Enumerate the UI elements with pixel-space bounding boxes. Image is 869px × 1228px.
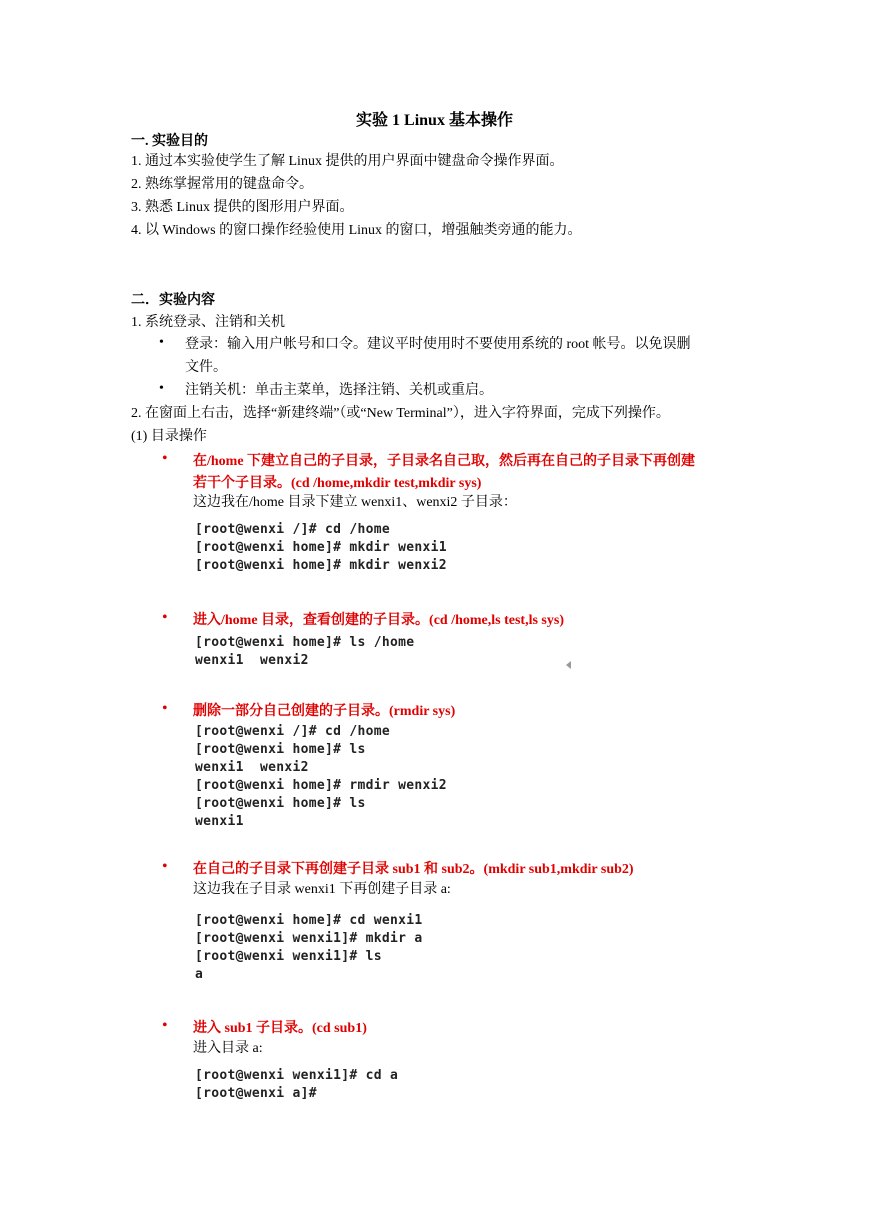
objective-item-3: 3. 熟悉 Linux 提供的图形用户界面。 bbox=[131, 200, 354, 215]
task3-terminal bbox=[195, 723, 447, 831]
terminal-line: [root@wenxi wenxi1]# ls bbox=[195, 949, 382, 964]
task1-instruction-line1: 在/home 下建立自己的子目录，子目录名自己取，然后再在自己的子目录下再创建 bbox=[193, 454, 696, 469]
terminal-line: [root@wenxi a]# bbox=[195, 1086, 317, 1101]
terminal-line: [root@wenxi home]# ls bbox=[195, 742, 366, 757]
terminal-line: [root@wenxi home]# cd wenxi1 bbox=[195, 913, 423, 928]
task5-instruction: 进入 sub1 子目录。(cd sub1) bbox=[193, 1021, 367, 1036]
terminal-line: [root@wenxi /]# cd /home bbox=[195, 522, 391, 537]
content-item-1: 1. 系统登录、注销和关机 bbox=[131, 315, 285, 330]
document-title: 实验 1 Linux 基本操作 bbox=[356, 112, 513, 129]
login-text-line2: 文件。 bbox=[185, 360, 227, 375]
section1-heading: 一. 实验目的 bbox=[131, 134, 208, 149]
terminal-line: [root@wenxi home]# ls /home bbox=[195, 635, 415, 650]
section2-heading: 二．实验内容 bbox=[131, 293, 215, 308]
bullet-symbol: • bbox=[159, 381, 164, 396]
terminal-line: [root@wenxi /]# cd /home bbox=[195, 724, 391, 739]
terminal-line: [root@wenxi wenxi1]# mkdir a bbox=[195, 931, 423, 946]
terminal-line: [root@wenxi home]# mkdir wenxi1 bbox=[195, 540, 447, 555]
red-bullet-icon: • bbox=[162, 450, 168, 467]
terminal-line: a bbox=[195, 967, 204, 982]
bullet-symbol: • bbox=[159, 335, 164, 350]
terminal-line: wenxi1 bbox=[195, 814, 244, 829]
objective-item-2: 2. 熟练掌握常用的键盘命令。 bbox=[131, 177, 313, 192]
task4-terminal bbox=[195, 912, 423, 984]
task4-instruction: 在自己的子目录下再创建子目录 sub1 和 sub2。(mkdir sub1,mkdir sub2) bbox=[193, 862, 634, 877]
task1-terminal bbox=[195, 521, 447, 575]
terminal-line: [root@wenxi home]# mkdir wenxi2 bbox=[195, 558, 447, 573]
task3-instruction: 删除一部分自己创建的子目录。(rmdir sys) bbox=[193, 704, 456, 719]
objective-item-4: 4. 以 Windows 的窗口操作经验使用 Linux 的窗口，增强触类旁通的能力。 bbox=[131, 223, 582, 238]
task5-note: 进入目录 a: bbox=[193, 1041, 263, 1056]
subsection-directory-ops: (1) 目录操作 bbox=[131, 429, 207, 444]
task4-note: 这边我在子目录 wenxi1 下再创建子目录 a: bbox=[193, 882, 451, 897]
red-bullet-icon: • bbox=[162, 700, 168, 717]
logout-text: 注销关机：单击主菜单，选择注销、关机或重启。 bbox=[185, 383, 493, 398]
content-item-2: 2. 在窗面上右击，选择“新建终端”（或“New Terminal”），进入字符界面，完成下列操作。 bbox=[131, 406, 670, 421]
terminal-line: [root@wenxi home]# rmdir wenxi2 bbox=[195, 778, 447, 793]
terminal-line: [root@wenxi home]# ls bbox=[195, 796, 366, 811]
small-left-triangle-icon bbox=[566, 661, 572, 669]
login-text-line1: 登录：输入用户帐号和口令。建议平时使用时不要使用系统的 root 帐号。以免误删 bbox=[185, 337, 691, 352]
red-bullet-icon: • bbox=[162, 609, 168, 626]
terminal-line: [root@wenxi wenxi1]# cd a bbox=[195, 1068, 399, 1083]
task2-terminal bbox=[195, 634, 414, 670]
red-bullet-icon: • bbox=[162, 1017, 168, 1034]
objective-item-1: 1. 通过本实验使学生了解 Linux 提供的用户界面中键盘命令操作界面。 bbox=[131, 154, 564, 169]
task1-instruction-line2: 若干个子目录。(cd /home,mkdir test,mkdir sys) bbox=[193, 476, 482, 491]
terminal-line: wenxi1 wenxi2 bbox=[195, 760, 309, 775]
task1-note: 这边我在/home 目录下建立 wenxi1、wenxi2 子目录： bbox=[193, 495, 517, 510]
task5-terminal bbox=[195, 1067, 398, 1103]
red-bullet-icon: • bbox=[162, 858, 168, 875]
task2-instruction: 进入/home 目录，查看创建的子目录。(cd /home,ls test,ls sys) bbox=[193, 613, 564, 628]
terminal-line: wenxi1 wenxi2 bbox=[195, 653, 309, 668]
